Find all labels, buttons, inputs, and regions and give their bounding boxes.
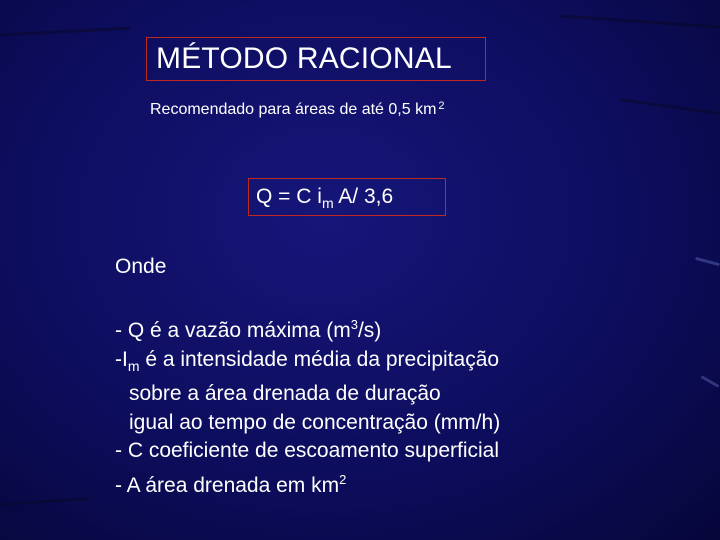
background-streak [620,98,719,115]
definition-im-continuation-2: igual ao tempo de concentração (mm/h) [129,410,501,434]
background-streak [701,375,720,388]
definition-a-text: - A área drenada em km [115,473,340,497]
slide-title: MÉTODO RACIONAL [156,42,452,75]
definition-im-continuation-1: sobre a área drenada de duração [129,382,441,405]
definition-im-subscript: m [127,357,140,374]
definition-q-exponent: 3 [350,317,358,332]
definition-im-text: é a intensidade média da precipitação [139,347,500,371]
formula-rhs: A/ 3,6 [333,185,394,208]
definition-a-exponent: 2 [339,471,347,487]
background-streak [0,497,90,506]
definition-im [115,346,500,381]
definition-q-text: - Q é a vazão máxima (m [115,319,351,342]
formula-subscript: m [321,195,334,211]
formula [256,184,393,216]
subtitle-exponent: 2 [438,100,445,112]
definitions-list [115,311,500,500]
formula-lhs: Q = C i [256,185,322,208]
background-streak [695,257,720,266]
definition-c: - C coeficiente de escoamento superficial [115,439,500,462]
definition-im-symbol: -I [115,347,128,371]
background-streak [560,14,720,28]
definition-q-unit: /s) [357,319,382,342]
onde-label: Onde [115,255,167,278]
definition-q [115,311,500,346]
background-streak [0,27,130,37]
subtitle-text: Recomendado para áreas de até 0,5 km [150,101,437,118]
slide-subtitle [150,95,445,121]
definition-a [115,466,500,501]
